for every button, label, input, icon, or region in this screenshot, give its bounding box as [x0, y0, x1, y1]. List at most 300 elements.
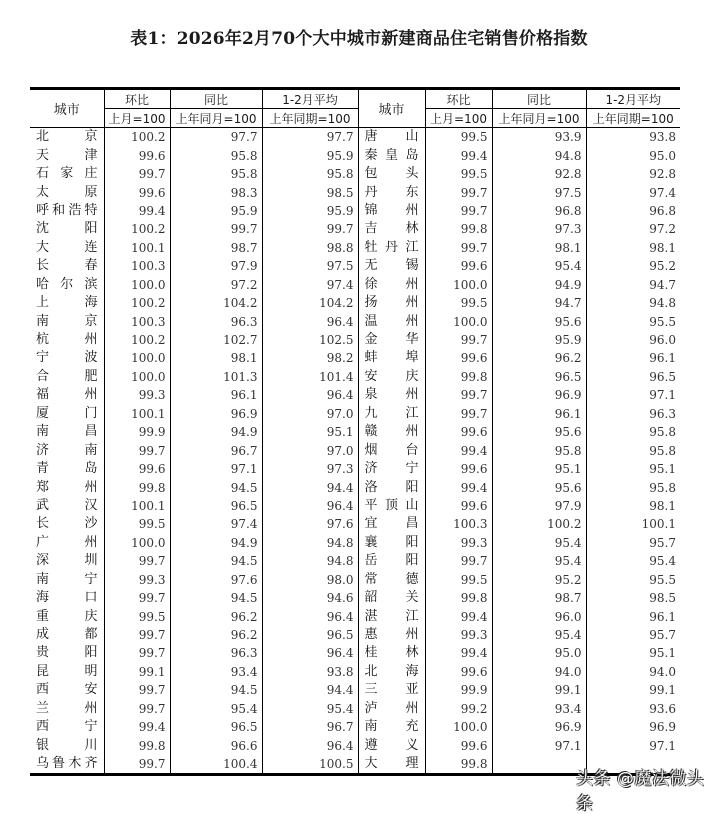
value-mom: 99.7	[104, 681, 170, 699]
value-mom: 99.7	[104, 441, 170, 459]
value-yoy: 97.2	[170, 276, 262, 294]
value-yoy: 94.5	[170, 552, 262, 570]
value-yoy: 94.5	[170, 589, 262, 607]
table-row	[30, 497, 680, 515]
value-mom: 99.8	[425, 755, 492, 775]
value-avg: 95.9	[262, 146, 358, 164]
value-mom: 99.6	[104, 146, 170, 164]
value-yoy: 97.9	[170, 257, 262, 275]
value-yoy: 96.3	[170, 644, 262, 662]
value-avg: 95.1	[586, 460, 680, 478]
city-name: 桂林	[358, 644, 425, 662]
value-mom: 99.5	[104, 515, 170, 533]
city-name: 兰州	[36, 700, 98, 716]
table-row	[30, 312, 680, 330]
value-avg: 94.4	[262, 478, 358, 496]
value-mom: 99.6	[425, 663, 492, 681]
value-avg: 96.4	[262, 607, 358, 625]
table-row	[30, 405, 680, 423]
city-name: 洛阳	[358, 478, 425, 496]
value-yoy: 94.5	[170, 681, 262, 699]
value-avg: 101.4	[262, 368, 358, 386]
city-name: 无锡	[358, 257, 425, 275]
value-mom: 100.0	[104, 368, 170, 386]
table-row	[30, 276, 680, 294]
value-yoy: 94.9	[170, 534, 262, 552]
value-mom: 99.9	[425, 681, 492, 699]
city-name: 安庆	[358, 368, 425, 386]
value-mom: 99.6	[425, 736, 492, 754]
city-name: 遵义	[358, 736, 425, 754]
city-name: 长沙	[36, 516, 98, 532]
table-row	[30, 534, 680, 552]
city-name: 济南	[36, 442, 98, 458]
value-mom: 99.8	[104, 478, 170, 496]
city-name: 哈尔滨	[36, 276, 98, 292]
table-row	[30, 441, 680, 459]
city-name: 广州	[36, 534, 98, 550]
city-name: 呼和浩特	[36, 202, 98, 218]
value-mom: 100.3	[104, 312, 170, 330]
value-yoy: 101.3	[170, 368, 262, 386]
city-name: 石家庄	[36, 166, 98, 182]
value-avg: 96.8	[586, 202, 680, 220]
table-row	[30, 349, 680, 367]
value-avg: 95.2	[586, 257, 680, 275]
value-avg: 96.1	[586, 607, 680, 625]
value-mom: 100.2	[104, 220, 170, 238]
value-avg: 97.4	[586, 183, 680, 201]
value-mom: 99.4	[104, 718, 170, 736]
city-name: 长春	[36, 258, 98, 274]
value-avg: 95.1	[262, 423, 358, 441]
value-mom: 100.0	[425, 312, 492, 330]
value-mom: 100.3	[425, 515, 492, 533]
city-name: 南京	[36, 313, 98, 329]
value-yoy: 95.4	[492, 534, 586, 552]
value-yoy: 96.3	[170, 312, 262, 330]
table-body	[30, 128, 680, 775]
city-name: 贵阳	[36, 645, 98, 661]
city-name: 上海	[36, 295, 98, 311]
table-title: 表1：2026年2月70个大中城市新建商品住宅销售价格指数	[130, 29, 588, 49]
city-name: 南充	[358, 718, 425, 736]
value-avg: 95.7	[586, 626, 680, 644]
value-mom: 100.3	[104, 257, 170, 275]
value-avg: 97.2	[586, 220, 680, 238]
value-avg: 104.2	[262, 294, 358, 312]
value-mom: 99.5	[104, 607, 170, 625]
city-name: 沈阳	[36, 221, 98, 237]
price-index-table	[30, 87, 680, 776]
value-mom: 99.8	[425, 589, 492, 607]
value-yoy: 98.7	[170, 239, 262, 257]
header-avg-base-left: 上年同期=100	[262, 109, 358, 128]
value-mom: 99.6	[425, 460, 492, 478]
value-mom: 99.6	[425, 257, 492, 275]
value-mom: 99.7	[104, 589, 170, 607]
value-avg: 96.3	[586, 405, 680, 423]
value-mom: 99.4	[104, 202, 170, 220]
value-avg: 95.1	[586, 644, 680, 662]
city-name: 昆明	[36, 663, 98, 679]
table-row	[30, 718, 680, 736]
value-avg: 100.5	[262, 755, 358, 775]
value-avg: 95.8	[262, 165, 358, 183]
value-yoy: 94.9	[492, 276, 586, 294]
value-mom: 99.4	[425, 478, 492, 496]
value-mom: 99.4	[425, 441, 492, 459]
table-row	[30, 257, 680, 275]
value-yoy: 95.4	[492, 552, 586, 570]
header-city-right: 城市	[358, 89, 425, 128]
value-yoy: 97.9	[492, 497, 586, 515]
header-yoy-base-left: 上年同月=100	[170, 109, 262, 128]
table-row	[30, 386, 680, 404]
value-yoy: 96.2	[170, 607, 262, 625]
value-mom: 99.6	[104, 460, 170, 478]
value-avg: 96.5	[262, 626, 358, 644]
table-row	[30, 736, 680, 754]
value-yoy: 97.7	[170, 128, 262, 147]
value-mom: 99.7	[104, 755, 170, 775]
value-avg: 95.7	[586, 534, 680, 552]
value-mom: 99.7	[104, 165, 170, 183]
value-avg: 94.4	[262, 681, 358, 699]
table-row	[30, 515, 680, 533]
value-avg: 97.6	[262, 515, 358, 533]
value-yoy: 96.0	[492, 607, 586, 625]
value-avg: 98.2	[262, 349, 358, 367]
table-row	[30, 607, 680, 625]
city-name: 秦皇岛	[358, 146, 425, 164]
value-avg: 97.1	[586, 736, 680, 754]
table-row	[30, 700, 680, 718]
city-name: 丹东	[358, 183, 425, 201]
city-name: 大连	[36, 239, 98, 255]
value-yoy: 96.9	[492, 718, 586, 736]
value-yoy: 94.5	[170, 478, 262, 496]
table-row	[30, 294, 680, 312]
value-avg: 98.0	[262, 571, 358, 589]
city-name: 惠州	[358, 626, 425, 644]
city-name: 韶关	[358, 589, 425, 607]
city-name: 牡丹江	[358, 239, 425, 257]
value-yoy: 95.8	[492, 441, 586, 459]
value-yoy: 94.9	[170, 423, 262, 441]
city-name: 三亚	[358, 681, 425, 699]
value-yoy: 94.7	[492, 294, 586, 312]
city-name: 赣州	[358, 423, 425, 441]
value-yoy: 99.7	[170, 220, 262, 238]
value-avg: 97.4	[262, 276, 358, 294]
value-mom: 99.7	[425, 202, 492, 220]
city-name: 济宁	[358, 460, 425, 478]
header-yoy-left: 同比	[170, 89, 262, 109]
value-avg: 95.8	[586, 423, 680, 441]
city-name: 福州	[36, 387, 98, 403]
city-name: 泉州	[358, 386, 425, 404]
value-mom: 99.3	[425, 534, 492, 552]
value-yoy: 92.8	[492, 165, 586, 183]
value-mom: 99.5	[425, 128, 492, 147]
value-avg: 94.6	[262, 589, 358, 607]
value-avg: 96.4	[262, 312, 358, 330]
value-yoy: 94.8	[492, 146, 586, 164]
value-avg: 96.1	[586, 349, 680, 367]
value-mom: 99.7	[425, 405, 492, 423]
value-avg: 96.5	[586, 368, 680, 386]
value-avg: 98.1	[586, 239, 680, 257]
value-yoy: 97.6	[170, 571, 262, 589]
value-avg: 94.8	[262, 552, 358, 570]
value-mom: 99.9	[104, 423, 170, 441]
value-yoy: 96.5	[170, 718, 262, 736]
value-mom: 99.6	[425, 423, 492, 441]
table-row	[30, 681, 680, 699]
value-avg: 96.4	[262, 644, 358, 662]
city-name: 宁波	[36, 350, 98, 366]
city-name: 南昌	[36, 424, 98, 440]
value-avg: 98.5	[262, 183, 358, 201]
value-avg: 97.7	[262, 128, 358, 147]
city-name: 北海	[358, 663, 425, 681]
value-yoy: 96.2	[492, 349, 586, 367]
value-mom: 100.2	[104, 128, 170, 147]
city-name: 南宁	[36, 571, 98, 587]
value-avg: 93.8	[262, 663, 358, 681]
value-mom: 99.6	[425, 349, 492, 367]
value-mom: 100.0	[104, 349, 170, 367]
value-mom: 99.6	[104, 183, 170, 201]
value-avg: 97.5	[262, 257, 358, 275]
value-yoy: 96.9	[170, 405, 262, 423]
value-avg: 95.0	[586, 146, 680, 164]
value-mom: 99.7	[425, 331, 492, 349]
city-name: 岳阳	[358, 552, 425, 570]
value-avg: 95.4	[262, 700, 358, 718]
value-mom: 99.7	[425, 183, 492, 201]
value-avg: 98.5	[586, 589, 680, 607]
value-yoy: 102.7	[170, 331, 262, 349]
value-avg: 95.5	[586, 571, 680, 589]
table-row	[30, 239, 680, 257]
value-yoy: 95.6	[492, 312, 586, 330]
city-name: 唐山	[358, 128, 425, 147]
value-mom: 99.4	[425, 146, 492, 164]
city-name: 包头	[358, 165, 425, 183]
value-yoy: 98.1	[170, 349, 262, 367]
value-avg: 96.4	[262, 736, 358, 754]
value-yoy: 104.2	[170, 294, 262, 312]
value-avg: 96.4	[262, 497, 358, 515]
value-mom: 99.2	[425, 700, 492, 718]
header-mom-base-right: 上月=100	[425, 109, 492, 128]
value-avg: 95.9	[262, 202, 358, 220]
value-avg: 97.3	[262, 460, 358, 478]
value-avg: 96.4	[262, 386, 358, 404]
table-row	[30, 571, 680, 589]
city-name: 蚌埠	[358, 349, 425, 367]
city-name: 北京	[36, 129, 98, 145]
value-yoy: 96.7	[170, 441, 262, 459]
table-row	[30, 423, 680, 441]
watermark: 头条 @魔法微头条	[576, 769, 705, 814]
city-name: 杭州	[36, 332, 98, 348]
city-name: 武汉	[36, 497, 98, 513]
value-yoy: 99.1	[492, 681, 586, 699]
value-yoy: 98.3	[170, 183, 262, 201]
value-avg: 100.1	[586, 515, 680, 533]
city-name: 金华	[358, 331, 425, 349]
city-name: 海口	[36, 590, 98, 606]
value-yoy: 93.4	[170, 663, 262, 681]
table-row	[30, 165, 680, 183]
value-yoy: 96.8	[492, 202, 586, 220]
city-name: 郑州	[36, 479, 98, 495]
value-mom: 99.7	[104, 644, 170, 662]
city-name: 泸州	[358, 700, 425, 718]
value-avg: 97.0	[262, 441, 358, 459]
table-row	[30, 460, 680, 478]
value-mom: 99.5	[425, 165, 492, 183]
value-mom: 99.5	[425, 294, 492, 312]
city-name: 银川	[36, 737, 98, 753]
value-mom: 99.7	[425, 386, 492, 404]
table-row	[30, 183, 680, 201]
value-yoy: 95.4	[492, 626, 586, 644]
value-yoy: 95.2	[492, 571, 586, 589]
city-name: 吉林	[358, 220, 425, 238]
value-avg: 94.8	[262, 534, 358, 552]
value-mom: 99.1	[104, 663, 170, 681]
table-row	[30, 644, 680, 662]
value-avg: 93.6	[586, 700, 680, 718]
city-name: 乌鲁木齐	[30, 755, 104, 775]
value-avg: 95.8	[586, 478, 680, 496]
table-row	[30, 626, 680, 644]
value-yoy: 97.4	[170, 515, 262, 533]
city-name: 宜昌	[358, 515, 425, 533]
value-avg: 95.4	[586, 552, 680, 570]
value-avg: 96.0	[586, 331, 680, 349]
header-avg-base-right: 上年同期=100	[586, 109, 680, 128]
city-name: 扬州	[358, 294, 425, 312]
value-avg: 102.5	[262, 331, 358, 349]
city-name: 西宁	[36, 719, 98, 735]
value-mom: 100.0	[104, 534, 170, 552]
value-avg: 94.0	[586, 663, 680, 681]
value-mom: 99.3	[104, 571, 170, 589]
value-avg: 98.1	[586, 497, 680, 515]
value-mom: 99.7	[104, 552, 170, 570]
city-name: 大理	[358, 755, 425, 775]
city-name: 九江	[358, 405, 425, 423]
value-mom: 99.6	[425, 497, 492, 515]
city-name: 厦门	[36, 405, 98, 421]
value-avg: 97.0	[262, 405, 358, 423]
value-mom: 99.3	[104, 386, 170, 404]
value-yoy: 95.4	[170, 700, 262, 718]
table-row	[30, 202, 680, 220]
city-name: 烟台	[358, 441, 425, 459]
table-row	[30, 589, 680, 607]
city-name: 成都	[36, 627, 98, 643]
value-mom: 100.0	[104, 276, 170, 294]
value-mom: 100.1	[104, 405, 170, 423]
city-name: 天津	[36, 147, 98, 163]
header-city-left: 城市	[30, 89, 104, 128]
value-avg: 92.8	[586, 165, 680, 183]
value-mom: 99.3	[425, 626, 492, 644]
value-avg: 99.1	[586, 681, 680, 699]
city-name: 常德	[358, 571, 425, 589]
value-mom: 99.5	[425, 571, 492, 589]
value-avg: 98.8	[262, 239, 358, 257]
value-yoy: 96.1	[170, 386, 262, 404]
header-yoy-right: 同比	[492, 89, 586, 109]
value-mom: 99.7	[425, 552, 492, 570]
city-name: 平顶山	[358, 497, 425, 515]
value-mom: 100.1	[104, 497, 170, 515]
value-avg: 97.1	[586, 386, 680, 404]
table-row	[30, 663, 680, 681]
value-yoy: 96.2	[170, 626, 262, 644]
table-row	[30, 478, 680, 496]
value-yoy: 96.9	[492, 386, 586, 404]
value-mom: 100.0	[425, 718, 492, 736]
value-mom: 99.7	[425, 239, 492, 257]
city-name: 温州	[358, 312, 425, 330]
value-mom: 99.8	[425, 220, 492, 238]
value-yoy: 96.5	[170, 497, 262, 515]
city-name: 合肥	[36, 368, 98, 384]
header-mom-base-left: 上月=100	[104, 109, 170, 128]
value-mom: 99.7	[104, 700, 170, 718]
table-row	[30, 128, 680, 147]
value-yoy: 95.1	[492, 460, 586, 478]
city-name: 襄阳	[358, 534, 425, 552]
value-yoy	[492, 755, 586, 775]
value-yoy: 95.4	[492, 257, 586, 275]
value-avg: 95.5	[586, 312, 680, 330]
table-row	[30, 368, 680, 386]
table-row	[30, 552, 680, 570]
value-yoy: 97.3	[492, 220, 586, 238]
value-yoy: 95.9	[492, 331, 586, 349]
value-yoy: 98.7	[492, 589, 586, 607]
header-yoy-base-right: 上年同月=100	[492, 109, 586, 128]
value-avg: 96.7	[262, 718, 358, 736]
value-yoy: 100.2	[492, 515, 586, 533]
value-mom: 99.7	[104, 626, 170, 644]
value-mom: 100.2	[104, 294, 170, 312]
value-yoy: 98.1	[492, 239, 586, 257]
city-name: 太原	[36, 184, 98, 200]
value-mom: 99.8	[425, 368, 492, 386]
city-name: 深圳	[36, 553, 98, 569]
city-name: 湛江	[358, 607, 425, 625]
city-name: 锦州	[358, 202, 425, 220]
value-yoy: 95.8	[170, 146, 262, 164]
table-row	[30, 146, 680, 164]
value-yoy: 97.5	[492, 183, 586, 201]
value-yoy: 95.6	[492, 423, 586, 441]
value-mom: 100.0	[425, 276, 492, 294]
value-yoy: 95.6	[492, 478, 586, 496]
value-yoy: 96.1	[492, 405, 586, 423]
city-name: 徐州	[358, 276, 425, 294]
